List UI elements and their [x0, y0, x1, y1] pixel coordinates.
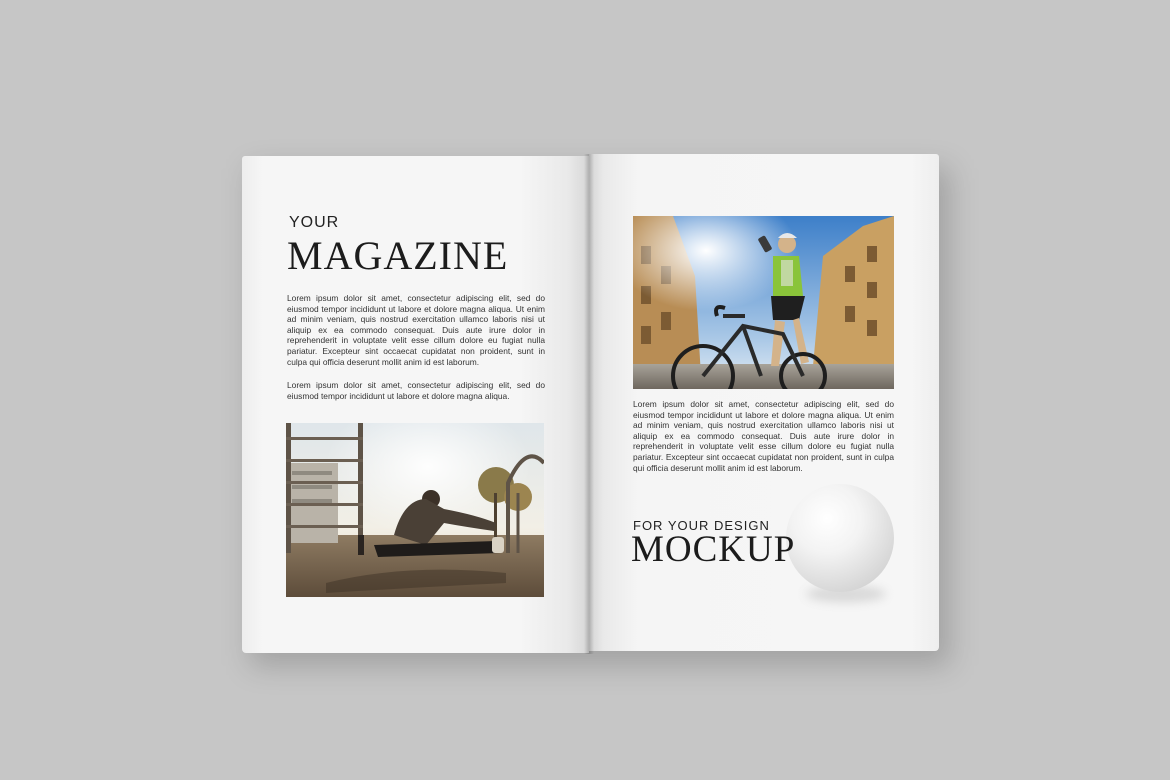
- left-paragraph-2: Lorem ipsum dolor sit amet, consectetur adipiscing elit, sed do eiusmod tempor incididunt ut labore et dolore magna aliqua.: [287, 380, 545, 401]
- cyclist-photo: [633, 216, 894, 389]
- right-title: MOCKUP: [631, 529, 796, 570]
- left-paragraph-1: Lorem ipsum dolor sit amet, consectetur adipiscing elit, sed do eiusmod tempor incididunt ut labore et dolore magna aliqua. Ut enim ad minim veniam, quis nostrud exercitation ullamco laboris nisi ut aliquip ex ea commodo consequat. Duis aute irure dolor in reprehenderit in voluptate velit esse cillum dolore eu fugiat nulla pariatur. Excepteur sint occaecat cupidatat non proident, sunt in culpa qui officia deserunt mollit anim id est laborum.: [287, 293, 545, 367]
- stretching-photo: [286, 423, 544, 597]
- right-paragraph-1: Lorem ipsum dolor sit amet, consectetur adipiscing elit, sed do eiusmod tempor incididunt ut labore et dolore magna aliqua. Ut enim ad minim veniam, quis nostrud exercitation ullamco laboris nisi ut aliquip ex ea commodo consequat. Duis aute irure dolor in reprehenderit in voluptate velit esse cillum dolore eu fugiat nulla pariatur. Excepteur sint occaecat cupidatat non proident, sunt in culpa qui officia deserunt mollit anim id est laborum.: [633, 399, 894, 473]
- left-eyebrow: YOUR: [289, 214, 340, 231]
- magazine-gutter: [584, 154, 594, 654]
- left-title: MAGAZINE: [287, 233, 509, 278]
- white-sphere: [786, 484, 894, 592]
- right-eyebrow: FOR YOUR DESIGN: [633, 518, 770, 533]
